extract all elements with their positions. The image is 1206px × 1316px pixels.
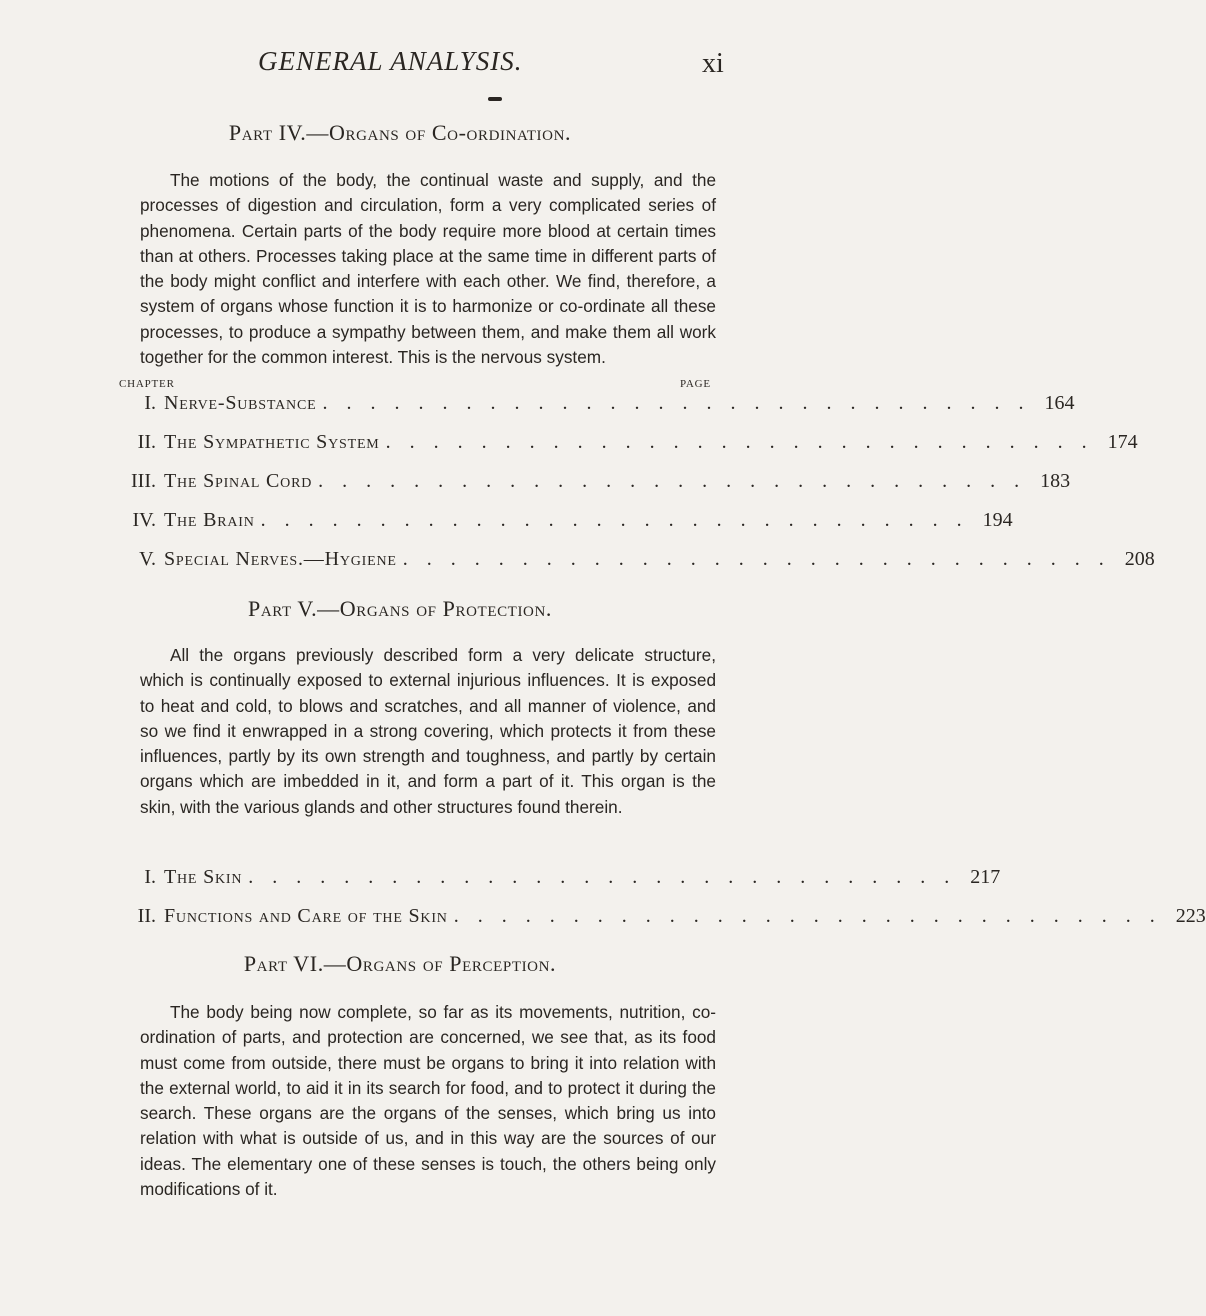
chapter-title: Special Nerves.—Hygiene [164,548,397,570]
page-column-label: PAGE [680,378,711,390]
chapter-number: II. [137,431,156,453]
chapter-page: 164 [1044,392,1075,414]
dot-leader: . . . . . . . . . . . . . . . . . . . . . . . . . . . . . . [322,392,1031,414]
chapter-number: I. [144,392,156,414]
running-head [0,46,800,86]
dot-leader: . . . . . . . . . . . . . . . . . . . . . . . . . . . . . . [318,470,1027,492]
chapter-page: 208 [1124,548,1155,570]
chapter-number: IV. [132,509,156,531]
chapter-number: I. [144,866,156,888]
dot-leader: . . . . . . . . . . . . . . . . . . . . . . . . . . . . . . [402,548,1111,570]
part-vi-paragraph: The body being now complete, so far as its movements, nutrition, co-ordination of parts, and protection are concerned, we see that, as its food must come from outside, there must be organs to bring it into relation with the external world, to aid it in its search for food, and to protect it during the search. These organs are the organs of the senses, which bring us into relation with what is outside of us, and in this way are the sources of our ideas. The elementary one of these senses is touch, the others being only modifications of it. [140,1002,716,1200]
chapter-page: 217 [970,866,1001,888]
part-v-paragraph: All the organs previously described form a very delicate structure, which is continually exposed to external injurious influences. It is exposed to heat and cold, to blows and scratches, and all manner of violence, and so we find it enwrapped in a strong covering, which protects it from these influences, partly by its own strength and toughness, and partly by certain organs which are imbedded in it, and form a part of it. This organ is the skin, with the various glands and other structures found therein. [140,645,716,817]
dot-leader: . . . . . . . . . . . . . . . . . . . . . . . . . . . . . . [453,905,1162,927]
chapter-column-label: CHAPTER [119,378,175,390]
toc-entry [118,905,1206,935]
ink-mark [488,97,502,101]
chapter-number: V. [139,548,156,570]
chapter-title: The Spinal Cord [164,470,313,492]
chapter-title: The Skin [164,866,243,888]
page-number: xi [702,48,724,79]
chapter-title: The Brain [164,509,255,531]
chapter-page: 174 [1107,431,1138,453]
chapter-title: Nerve-Substance [164,392,317,414]
dot-leader: . . . . . . . . . . . . . . . . . . . . . . . . . . . . . . [248,866,957,888]
toc-entry [118,548,1155,578]
toc-entry [118,509,1013,539]
chapter-title: Functions and Care of the Skin [164,905,448,927]
part-v-heading: Part V.—Organs of Protection. [247,596,553,621]
chapter-number: II. [137,905,156,927]
chapter-number: III. [131,470,156,492]
part-vi-heading: Part VI.—Organs of Perception. [243,951,557,976]
chapter-page: 223 [1175,905,1206,927]
chapter-page: 183 [1040,470,1071,492]
part-iv-paragraph: The motions of the body, the continual waste and supply, and the processes of digestion and circulation, form a very complicated series of phenomena. Certain parts of the body require more blood at certain times than at others. Processes taking place at the same time in different parts of the body might conflict and interfere with each other. We find, therefore, a system of organs whose function it is to harmonize or co-ordinate all these processes, to produce a sympathy between them, and make them all work together for the common interest. This is the nervous system. [140,170,716,368]
dot-leader: . . . . . . . . . . . . . . . . . . . . . . . . . . . . . . [260,509,969,531]
toc-entry [118,392,1075,422]
part-iv-heading: Part IV.—Organs of Co-ordination. [228,120,572,145]
chapter-title: The Sympathetic System [164,431,380,453]
running-title: GENERAL ANALYSIS. [258,46,523,76]
toc-entry [118,470,1071,500]
toc-entry [118,431,1138,461]
chapter-page: 194 [982,509,1013,531]
toc-entry [118,866,1001,896]
dot-leader: . . . . . . . . . . . . . . . . . . . . . . . . . . . . . . [385,431,1094,453]
